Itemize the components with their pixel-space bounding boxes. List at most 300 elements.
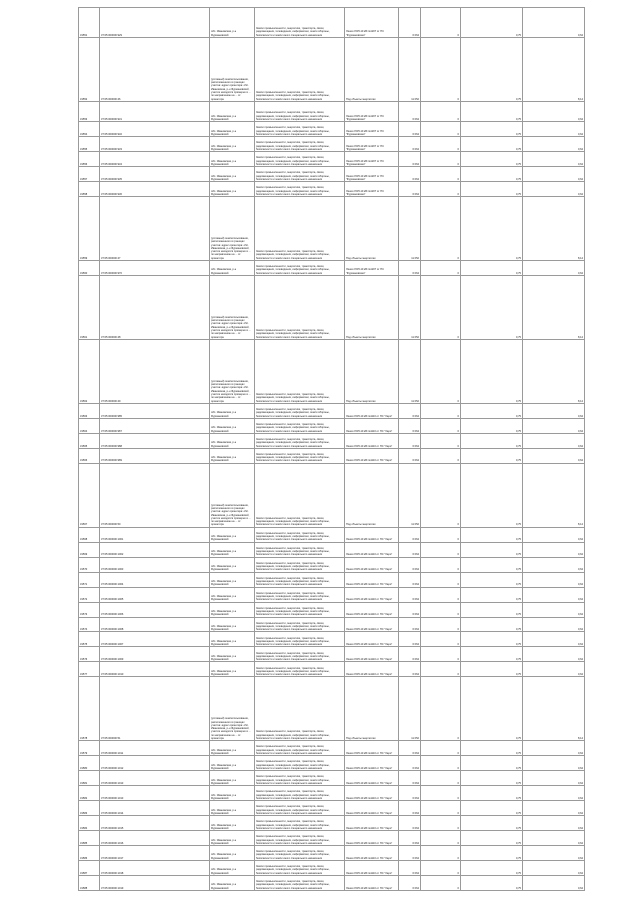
value-3: 0,64 <box>523 876 585 891</box>
value-3: 0,64 <box>523 801 585 816</box>
address: обл. Ивановская, р-н Фурмановский <box>210 786 255 801</box>
area: 6 064 <box>399 152 421 167</box>
value-1: 0 <box>421 167 461 182</box>
value-3: 0,64 <box>523 433 585 448</box>
area: 6 064 <box>399 572 421 587</box>
value-1: 0 <box>421 771 461 786</box>
permitted-use: Линия ЛЭП-10 кВ №1110 от ПС "Хари" <box>345 587 399 602</box>
land-category: Земли промышленности, энергетики, транспорта, связи, радиовещания, телевидения, информатики, земли обороны, безопасности и земли иного специального назначения <box>255 876 345 891</box>
table-row <box>79 786 585 801</box>
land-category: Земли промышленности, энергетики, транспорта, связи, радиовещания, телевидения, информатики, земли обороны, безопасности и земли иного специального назначения <box>255 339 345 403</box>
land-category: Земли промышленности, энергетики, транспорта, связи, радиовещания, телевидения, информатики, земли обороны, безопасности и земли иного специального назначения <box>255 37 345 101</box>
value-1: 0 <box>421 801 461 816</box>
row-number: 31566 <box>79 448 100 463</box>
registry-rows <box>79 8 585 891</box>
permitted-use: Линия ЛЭП-10 кВ №1110 от ПС "Хари" <box>345 801 399 816</box>
land-category: Земли промышленности, энергетики, транспорта, связи, радиовещания, телевидения, информатики, земли обороны, безопасности и земли иного специального назначения <box>255 861 345 876</box>
address: обл. Ивановская, р-н Фурмановский <box>210 801 255 816</box>
address: (условный) землепользования, расположенного в границах участка: адрес ориентира: обл. Ивановская, р-н Фурмановский, участок находится примерно в ... по направлению на ... от ориентира <box>210 677 255 741</box>
table-row <box>79 152 585 167</box>
table-row <box>79 167 585 182</box>
land-category: Земли промышленности, энергетики, транспорта, связи, радиовещания, телевидения, информатики, земли обороны, безопасности и земли иного специального назначения <box>255 418 345 433</box>
value-3: 0,64 <box>523 448 585 463</box>
address: (условный) землепользования, расположенного в границах участка: адрес ориентира: обл. Ивановская, р-н Фурмановский, участок находится примерно в ... по направлению на ... от ориентира <box>210 197 255 261</box>
cadastral-number: 37:05:000000:1010 <box>100 662 210 677</box>
row-number: 31571 <box>79 572 100 587</box>
value-3: 0,64 <box>523 152 585 167</box>
value-3: 0,64 <box>523 587 585 602</box>
address: обл. Ивановская, р-н Фурмановский <box>210 8 255 38</box>
value-2: 0,75 <box>461 418 523 433</box>
permitted-use: Линия ЛЭП-10 кВ №1110 от ПС "Хари" <box>345 861 399 876</box>
value-2: 0,75 <box>461 182 523 197</box>
value-3: 0,64 <box>523 557 585 572</box>
cadastral-number: 37:05:000000:1016 <box>100 831 210 846</box>
value-2: 0,75 <box>461 8 523 38</box>
value-1: 0 <box>421 617 461 632</box>
table-row <box>79 276 585 340</box>
row-number: 31580 <box>79 756 100 771</box>
value-1: 0 <box>421 831 461 846</box>
land-category: Земли промышленности, энергетики, транспорта, связи, радиовещания, телевидения, информатики, земли обороны, безопасности и земли иного специального назначения <box>255 403 345 418</box>
value-1: 0 <box>421 741 461 756</box>
area: 6 064 <box>399 527 421 542</box>
address: обл. Ивановская, р-н Фурмановский <box>210 403 255 418</box>
area: 6 064 <box>399 403 421 418</box>
permitted-use: Линия ЛЭП-10 кВ №1110 от ПС "Хари" <box>345 572 399 587</box>
row-number: 31586 <box>79 846 100 861</box>
cadastral-number: 37:05:000000:929 <box>100 8 210 38</box>
address: обл. Ивановская, р-н Фурмановский <box>210 876 255 891</box>
cadastral-number: 37:05:000000:989 <box>100 448 210 463</box>
row-number: 31587 <box>79 861 100 876</box>
permitted-use: Линия ЛЭП-10 кВ №1110 от ПС "Хари" <box>345 831 399 846</box>
value-2: 0,75 <box>461 632 523 647</box>
address: обл. Ивановская, р-н Фурмановский <box>210 101 255 121</box>
permitted-use: Под объекты энергетики <box>345 463 399 527</box>
value-3: 0,64 <box>523 167 585 182</box>
value-3: 0,64 <box>523 527 585 542</box>
row-number: 31567 <box>79 463 100 527</box>
value-1: 0 <box>421 602 461 617</box>
address: обл. Ивановская, р-н Фурмановский <box>210 632 255 647</box>
value-2: 0,75 <box>461 37 523 101</box>
row-number: 31556 <box>79 152 100 167</box>
table-row <box>79 448 585 463</box>
value-3: 0,64 <box>523 617 585 632</box>
permitted-use: Линия ЛЭП-10 кВ №1207 от ПС "Фурмановская" <box>345 8 399 38</box>
value-1: 0 <box>421 542 461 557</box>
value-1: 0 <box>421 677 461 741</box>
value-2: 0,75 <box>461 527 523 542</box>
address: (условный) землепользования, расположенного в границах участка: адрес ориентира: обл. Ивановская, р-н Фурмановский, участок находится примерно в ... по направлению на ... от ориентира <box>210 37 255 101</box>
permitted-use: Линия ЛЭП-10 кВ №1207 от ПС "Фурмановская" <box>345 152 399 167</box>
area: 6 064 <box>399 771 421 786</box>
cadastral-number: 37:05:000000:1015 <box>100 816 210 831</box>
land-category: Земли промышленности, энергетики, транспорта, связи, радиовещания, телевидения, информатики, земли обороны, безопасности и земли иного специального назначения <box>255 587 345 602</box>
value-3: 0,64 <box>523 182 585 197</box>
value-3: 0,64 <box>523 8 585 38</box>
permitted-use: Линия ЛЭП-10 кВ №1110 от ПС "Хари" <box>345 617 399 632</box>
address: обл. Ивановская, р-н Фурмановский <box>210 647 255 662</box>
value-3: 0,64 <box>523 632 585 647</box>
value-1: 0 <box>421 527 461 542</box>
value-2: 0,75 <box>461 846 523 861</box>
row-number: 31553 <box>79 101 100 121</box>
cadastral-number: 37:05:000000:1014 <box>100 801 210 816</box>
value-3: 8,14 <box>523 463 585 527</box>
permitted-use: Линия ЛЭП-10 кВ №1207 от ПС "Фурмановская" <box>345 182 399 197</box>
table-row <box>79 587 585 602</box>
row-number: 31579 <box>79 741 100 756</box>
value-3: 0,64 <box>523 756 585 771</box>
value-1: 0 <box>421 137 461 152</box>
value-2: 0,75 <box>461 572 523 587</box>
cadastral-number: 37:05:000000:1018 <box>100 861 210 876</box>
row-number: 31559 <box>79 197 100 261</box>
area: 6 064 <box>399 617 421 632</box>
value-2: 0,75 <box>461 557 523 572</box>
table-row <box>79 8 585 38</box>
area: 6 064 <box>399 602 421 617</box>
value-3: 0,64 <box>523 137 585 152</box>
address: обл. Ивановская, р-н Фурмановский <box>210 433 255 448</box>
permitted-use: Линия ЛЭП-10 кВ №1110 от ПС "Хари" <box>345 876 399 891</box>
land-category: Земли промышленности, энергетики, транспорта, связи, радиовещания, телевидения, информатики, земли обороны, безопасности и земли иного специального назначения <box>255 101 345 121</box>
permitted-use: Линия ЛЭП-10 кВ №1110 от ПС "Хари" <box>345 403 399 418</box>
table-row <box>79 831 585 846</box>
cadastral-number: 37:05:000000:47 <box>100 197 210 261</box>
cadastral-number: 37:05:000000:931 <box>100 101 210 121</box>
area: 6 064 <box>399 801 421 816</box>
value-1: 0 <box>421 786 461 801</box>
value-1: 0 <box>421 557 461 572</box>
land-category: Земли промышленности, энергетики, транспорта, связи, радиовещания, телевидения, информатики, земли обороны, безопасности и земли иного специального назначения <box>255 137 345 152</box>
land-category: Земли промышленности, энергетики, транспорта, связи, радиовещания, телевидения, информатики, земли обороны, безопасности и земли иного специального назначения <box>255 152 345 167</box>
value-3: 0,64 <box>523 602 585 617</box>
land-category: Земли промышленности, энергетики, транспорта, связи, радиовещания, телевидения, информатики, земли обороны, безопасности и земли иного специального назначения <box>255 632 345 647</box>
row-number: 31585 <box>79 831 100 846</box>
cadastral-number: 37:05:000000:46 <box>100 37 210 101</box>
table-row <box>79 647 585 662</box>
cadastral-number: 37:05:000000:1019 <box>100 876 210 891</box>
row-number: 31588 <box>79 876 100 891</box>
value-3: 0,64 <box>523 122 585 137</box>
permitted-use: Линия ЛЭП-10 кВ №1207 от ПС "Фурмановская" <box>345 261 399 276</box>
address: обл. Ивановская, р-н Фурмановский <box>210 617 255 632</box>
value-3: 8,14 <box>523 37 585 101</box>
row-number: 31568 <box>79 527 100 542</box>
cadastral-number: 37:05:000000:936 <box>100 182 210 197</box>
address: обл. Ивановская, р-н Фурмановский <box>210 418 255 433</box>
area: 11 052 <box>399 197 421 261</box>
area: 6 064 <box>399 846 421 861</box>
table-row <box>79 741 585 756</box>
value-3: 0,64 <box>523 741 585 756</box>
land-category: Земли промышленности, энергетики, транспорта, связи, радиовещания, телевидения, информатики, земли обороны, безопасности и земли иного специального назначения <box>255 647 345 662</box>
cadastral-number: 37:05:000000:48 <box>100 276 210 340</box>
land-category: Земли промышленности, энергетики, транспорта, связи, радиовещания, телевидения, информатики, земли обороны, безопасности и земли иного специального назначения <box>255 527 345 542</box>
value-2: 0,75 <box>461 152 523 167</box>
value-1: 0 <box>421 261 461 276</box>
value-2: 0,75 <box>461 276 523 340</box>
land-category: Земли промышленности, энергетики, транспорта, связи, радиовещания, телевидения, информатики, земли обороны, безопасности и земли иного специального назначения <box>255 846 345 861</box>
cadastral-number: 37:05:000000:1009 <box>100 647 210 662</box>
table-row <box>79 816 585 831</box>
value-3: 8,14 <box>523 197 585 261</box>
permitted-use: Линия ЛЭП-10 кВ №1110 от ПС "Хари" <box>345 846 399 861</box>
value-1: 0 <box>421 861 461 876</box>
land-category: Земли промышленности, энергетики, транспорта, связи, радиовещания, телевидения, информатики, земли обороны, безопасности и земли иного специального назначения <box>255 572 345 587</box>
permitted-use: Линия ЛЭП-10 кВ №1110 от ПС "Хари" <box>345 542 399 557</box>
row-number: 31582 <box>79 786 100 801</box>
row-number: 31555 <box>79 137 100 152</box>
area: 6 064 <box>399 587 421 602</box>
cadastral-number: 37:05:000000:1005 <box>100 587 210 602</box>
area: 6 064 <box>399 816 421 831</box>
value-3: 0,64 <box>523 786 585 801</box>
table-row <box>79 403 585 418</box>
value-1: 0 <box>421 846 461 861</box>
permitted-use: Под объекты энергетики <box>345 677 399 741</box>
table-row <box>79 662 585 677</box>
table-row <box>79 37 585 101</box>
row-number: 31565 <box>79 433 100 448</box>
value-1: 0 <box>421 197 461 261</box>
area: 6 064 <box>399 418 421 433</box>
value-2: 0,75 <box>461 876 523 891</box>
value-3: 0,64 <box>523 846 585 861</box>
row-number: 31577 <box>79 662 100 677</box>
table-row <box>79 137 585 152</box>
row-number: 31569 <box>79 542 100 557</box>
permitted-use: Под объекты энергетики <box>345 37 399 101</box>
value-2: 0,75 <box>461 756 523 771</box>
permitted-use: Под объекты энергетики <box>345 197 399 261</box>
value-3: 0,64 <box>523 542 585 557</box>
area: 6 064 <box>399 261 421 276</box>
land-registry-table <box>78 7 584 891</box>
land-category: Земли промышленности, энергетики, транспорта, связи, радиовещания, телевидения, информатики, земли обороны, безопасности и земли иного специального назначения <box>255 816 345 831</box>
table-row <box>79 602 585 617</box>
value-1: 0 <box>421 572 461 587</box>
permitted-use: Линия ЛЭП-10 кВ №1110 от ПС "Хари" <box>345 816 399 831</box>
land-category: Земли промышленности, энергетики, транспорта, связи, радиовещания, телевидения, информатики, земли обороны, безопасности и земли иного специального назначения <box>255 801 345 816</box>
table-row <box>79 527 585 542</box>
row-number: 31578 <box>79 677 100 741</box>
cadastral-number: 37:05:000000:970 <box>100 261 210 276</box>
table-row <box>79 339 585 403</box>
value-1: 0 <box>421 37 461 101</box>
permitted-use: Линия ЛЭП-10 кВ №1110 от ПС "Хари" <box>345 647 399 662</box>
cadastral-number: 37:05:000000:985 <box>100 403 210 418</box>
cadastral-number: 37:05:000000:1004 <box>100 572 210 587</box>
land-category: Земли промышленности, энергетики, транспорта, связи, радиовещания, телевидения, информатики, земли обороны, безопасности и земли иного специального назначения <box>255 557 345 572</box>
value-1: 0 <box>421 276 461 340</box>
row-number: 31558 <box>79 182 100 197</box>
value-1: 0 <box>421 122 461 137</box>
area: 11 052 <box>399 463 421 527</box>
row-number: 31551 <box>79 8 100 38</box>
value-1: 0 <box>421 8 461 38</box>
value-2: 0,75 <box>461 831 523 846</box>
land-category: Земли промышленности, энергетики, транспорта, связи, радиовещания, телевидения, информатики, земли обороны, безопасности и земли иного специального назначения <box>255 542 345 557</box>
address: обл. Ивановская, р-н Фурмановский <box>210 831 255 846</box>
area: 6 064 <box>399 756 421 771</box>
area: 6 064 <box>399 448 421 463</box>
value-1: 0 <box>421 403 461 418</box>
value-2: 0,75 <box>461 786 523 801</box>
land-category: Земли промышленности, энергетики, транспорта, связи, радиовещания, телевидения, информатики, земли обороны, безопасности и земли иного специального назначения <box>255 182 345 197</box>
value-3: 0,64 <box>523 572 585 587</box>
value-2: 0,75 <box>461 261 523 276</box>
land-category: Земли промышленности, энергетики, транспорта, связи, радиовещания, телевидения, информатики, земли обороны, безопасности и земли иного специального назначения <box>255 602 345 617</box>
cadastral-number: 37:05:000000:935 <box>100 167 210 182</box>
row-number: 31554 <box>79 122 100 137</box>
address: обл. Ивановская, р-н Фурмановский <box>210 167 255 182</box>
land-category: Земли промышленности, энергетики, транспорта, связи, радиовещания, телевидения, информатики, земли обороны, безопасности и земли иного специального назначения <box>255 8 345 38</box>
permitted-use: Под объекты энергетики <box>345 276 399 340</box>
address: (условный) землепользования, расположенного в границах участка: адрес ориентира: обл. Ивановская, р-н Фурмановский, участок находится примерно в ... по направлению на ... от ориентира <box>210 463 255 527</box>
address: обл. Ивановская, р-н Фурмановский <box>210 527 255 542</box>
permitted-use: Под объекты энергетики <box>345 339 399 403</box>
cadastral-number: 37:05:000000:1002 <box>100 542 210 557</box>
registry-grid <box>78 7 585 891</box>
land-category: Земли промышленности, энергетики, транспорта, связи, радиовещания, телевидения, информатики, земли обороны, безопасности и земли иного специального назначения <box>255 786 345 801</box>
area: 6 064 <box>399 101 421 121</box>
value-2: 0,75 <box>461 339 523 403</box>
area: 6 064 <box>399 137 421 152</box>
area: 6 064 <box>399 182 421 197</box>
value-2: 0,75 <box>461 741 523 756</box>
address: обл. Ивановская, р-н Фурмановский <box>210 771 255 786</box>
value-2: 0,75 <box>461 101 523 121</box>
table-row <box>79 557 585 572</box>
value-3: 0,64 <box>523 662 585 677</box>
area: 6 064 <box>399 861 421 876</box>
land-category: Земли промышленности, энергетики, транспорта, связи, радиовещания, телевидения, информатики, земли обороны, безопасности и земли иного специального назначения <box>255 122 345 137</box>
value-2: 0,75 <box>461 448 523 463</box>
permitted-use: Линия ЛЭП-10 кВ №1110 от ПС "Хари" <box>345 632 399 647</box>
land-category: Земли промышленности, энергетики, транспорта, связи, радиовещания, телевидения, информатики, земли обороны, безопасности и земли иного специального назначения <box>255 677 345 741</box>
permitted-use: Линия ЛЭП-10 кВ №1110 от ПС "Хари" <box>345 756 399 771</box>
land-category: Земли промышленности, энергетики, транспорта, связи, радиовещания, телевидения, информатики, земли обороны, безопасности и земли иного специального назначения <box>255 261 345 276</box>
value-1: 0 <box>421 647 461 662</box>
value-1: 0 <box>421 101 461 121</box>
cadastral-number: 37:05:000000:1006 <box>100 602 210 617</box>
value-2: 0,75 <box>461 861 523 876</box>
value-3: 8,14 <box>523 677 585 741</box>
area: 6 064 <box>399 786 421 801</box>
cadastral-number: 37:05:000000:933 <box>100 137 210 152</box>
land-category: Земли промышленности, энергетики, транспорта, связи, радиовещания, телевидения, информатики, земли обороны, безопасности и земли иного специального назначения <box>255 831 345 846</box>
address: обл. Ивановская, р-н Фурмановский <box>210 152 255 167</box>
address: обл. Ивановская, р-н Фурмановский <box>210 557 255 572</box>
area: 6 064 <box>399 741 421 756</box>
value-2: 0,75 <box>461 801 523 816</box>
permitted-use: Линия ЛЭП-10 кВ №1207 от ПС "Фурмановская" <box>345 137 399 152</box>
land-category: Земли промышленности, энергетики, транспорта, связи, радиовещания, телевидения, информатики, земли обороны, безопасности и земли иного специального назначения <box>255 617 345 632</box>
permitted-use: Линия ЛЭП-10 кВ №1207 от ПС "Фурмановская" <box>345 122 399 137</box>
permitted-use: Линия ЛЭП-10 кВ №1207 от ПС "Фурмановская" <box>345 101 399 121</box>
land-category: Земли промышленности, энергетики, транспорта, связи, радиовещания, телевидения, информатики, земли обороны, безопасности и земли иного специального назначения <box>255 433 345 448</box>
area: 11 052 <box>399 37 421 101</box>
value-2: 0,75 <box>461 197 523 261</box>
area: 11 052 <box>399 677 421 741</box>
table-row <box>79 677 585 741</box>
land-category: Земли промышленности, энергетики, транспорта, связи, радиовещания, телевидения, информатики, земли обороны, безопасности и земли иного специального назначения <box>255 756 345 771</box>
value-2: 0,75 <box>461 662 523 677</box>
value-2: 0,75 <box>461 122 523 137</box>
cadastral-number: 37:05:000000:988 <box>100 433 210 448</box>
table-row <box>79 122 585 137</box>
cadastral-number: 37:05:000000:1008 <box>100 617 210 632</box>
cadastral-number: 37:05:000000:49 <box>100 339 210 403</box>
address: обл. Ивановская, р-н Фурмановский <box>210 572 255 587</box>
land-category: Земли промышленности, энергетики, транспорта, связи, радиовещания, телевидения, информатики, земли обороны, безопасности и земли иного специального назначения <box>255 741 345 756</box>
value-2: 0,75 <box>461 463 523 527</box>
value-1: 0 <box>421 418 461 433</box>
row-number: 31574 <box>79 617 100 632</box>
land-category: Земли промышленности, энергетики, транспорта, связи, радиовещания, телевидения, информатики, земли обороны, безопасности и земли иного специального назначения <box>255 463 345 527</box>
value-2: 0,75 <box>461 587 523 602</box>
area: 6 064 <box>399 167 421 182</box>
value-2: 0,75 <box>461 137 523 152</box>
table-row <box>79 418 585 433</box>
address: обл. Ивановская, р-н Фурмановский <box>210 542 255 557</box>
land-category: Земли промышленности, энергетики, транспорта, связи, радиовещания, телевидения, информатики, земли обороны, безопасности и земли иного специального назначения <box>255 448 345 463</box>
row-number: 31563 <box>79 403 100 418</box>
table-row <box>79 846 585 861</box>
table-row <box>79 542 585 557</box>
area: 6 064 <box>399 557 421 572</box>
value-1: 0 <box>421 448 461 463</box>
value-2: 0,75 <box>461 403 523 418</box>
land-category: Земли промышленности, энергетики, транспорта, связи, радиовещания, телевидения, информатики, земли обороны, безопасности и земли иного специального назначения <box>255 197 345 261</box>
table-row <box>79 463 585 527</box>
value-2: 0,75 <box>461 771 523 786</box>
cadastral-number: 37:05:000000:932 <box>100 122 210 137</box>
value-2: 0,75 <box>461 433 523 448</box>
area: 11 052 <box>399 339 421 403</box>
permitted-use: Линия ЛЭП-10 кВ №1110 от ПС "Хари" <box>345 602 399 617</box>
row-number: 31583 <box>79 801 100 816</box>
cadastral-number: 37:05:000000:50 <box>100 463 210 527</box>
address: обл. Ивановская, р-н Фурмановский <box>210 861 255 876</box>
area: 6 064 <box>399 433 421 448</box>
address: обл. Ивановская, р-н Фурмановский <box>210 816 255 831</box>
address: обл. Ивановская, р-н Фурмановский <box>210 448 255 463</box>
table-row <box>79 617 585 632</box>
permitted-use: Линия ЛЭП-10 кВ №1110 от ПС "Хари" <box>345 662 399 677</box>
table-row <box>79 101 585 121</box>
value-2: 0,75 <box>461 677 523 741</box>
value-3: 8,14 <box>523 276 585 340</box>
row-number: 31560 <box>79 261 100 276</box>
row-number: 31564 <box>79 418 100 433</box>
row-number: 31561 <box>79 276 100 340</box>
cadastral-number: 37:05:000000:1007 <box>100 632 210 647</box>
area: 6 064 <box>399 647 421 662</box>
address: обл. Ивановская, р-н Фурмановский <box>210 662 255 677</box>
cadastral-number: 37:05:000000:1011 <box>100 741 210 756</box>
address: обл. Ивановская, р-н Фурмановский <box>210 122 255 137</box>
table-row <box>79 756 585 771</box>
value-1: 0 <box>421 816 461 831</box>
cadastral-number: 37:05:000000:1017 <box>100 846 210 861</box>
address: обл. Ивановская, р-н Фурмановский <box>210 261 255 276</box>
permitted-use: Линия ЛЭП-10 кВ №1110 от ПС "Хари" <box>345 448 399 463</box>
